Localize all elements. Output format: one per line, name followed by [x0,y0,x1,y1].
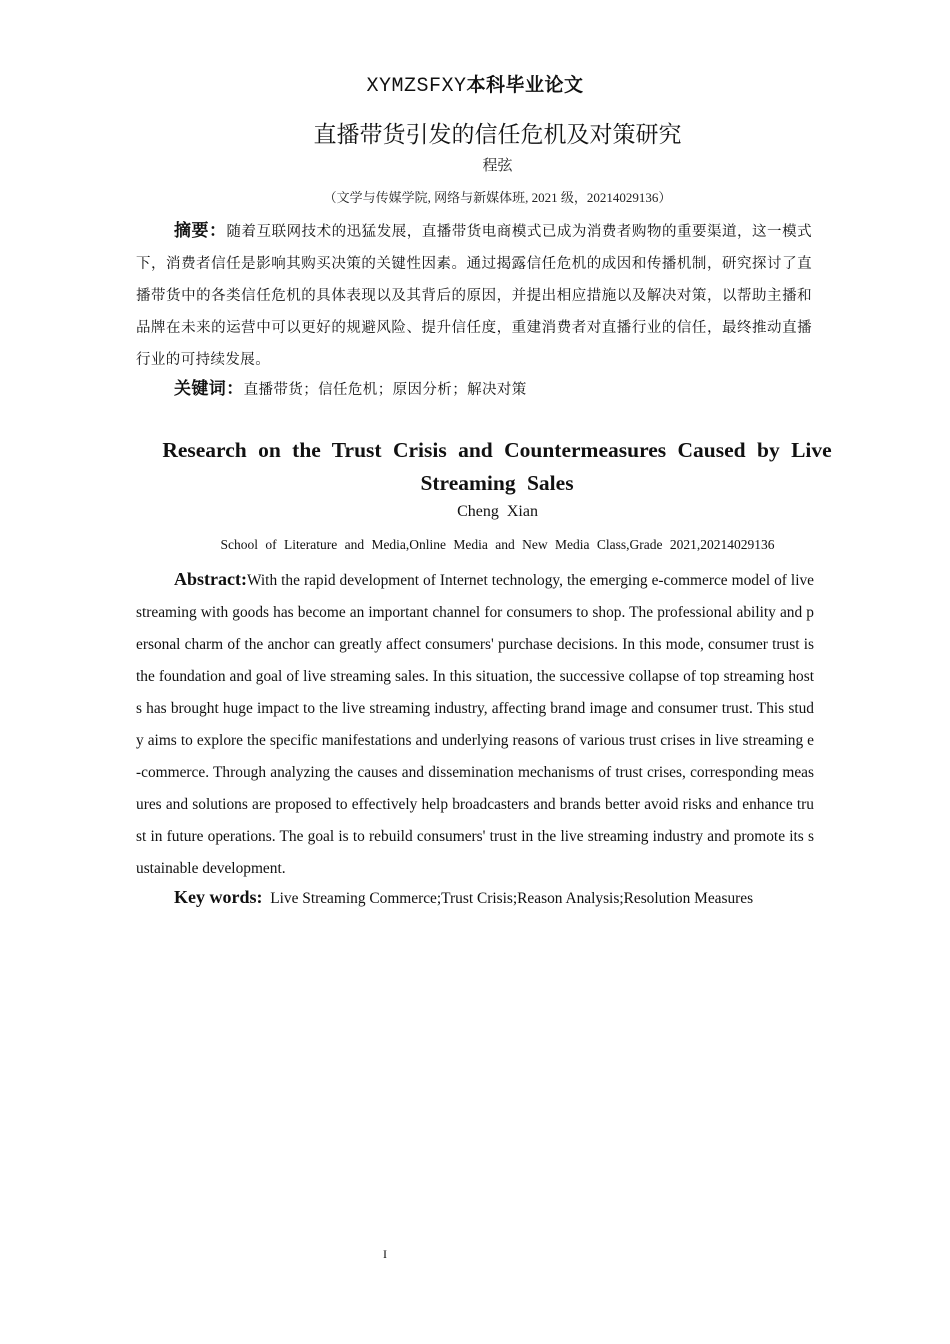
english-keywords [136,882,814,914]
chinese-title: 直播带货引发的信任危机及对策研究 [313,122,682,148]
thesis-header [0,70,950,98]
english-abstract [136,563,814,885]
university-code: XYMZSFXY [366,75,467,98]
chinese-author: 程弦 [482,156,513,174]
page-number: I [383,1247,387,1261]
chinese-abstract [136,215,812,376]
chinese-keywords [136,373,812,406]
english-keywords-text: Live Streaming Commerce;Trust Crisis;Reason Analysis;Resolution Measures [270,890,754,907]
english-title: Research on the Trust Crisis and Countermeasures Caused by Live Streaming Sales [162,438,832,495]
document-type: 本科毕业论文 [466,74,584,96]
english-author: Cheng Xian [457,503,538,520]
chinese-keywords-text: 直播带货；信任危机；原因分析；解决对策 [243,382,527,398]
english-abstract-label: Abstract: [174,569,247,589]
chinese-abstract-text: 随着互联网技术的迅猛发展，直播带货电商模式已成为消费者购物的重要渠道，这一模式下，消费者信任是影响其购买决策的关键性因素。通过揭露信任危机的成因和传播机制，研究探讨了直播带货中的各类信任危机的具体表现以及其背后的原因，并提出相应措施以及解决对策，以帮助主播和品牌在未来的运营中可以更好的规避风险、提升信任度，重建消费者对直播行业的信任，最终推动直播行业的可持续发展。 [136,224,812,368]
chinese-keywords-label: 关键词： [174,379,244,399]
english-keywords-label: Key words: [174,887,263,907]
english-abstract-text: With the rapid development of Internet technology, the emerging e-commerce model of live streaming with goods has become an important channel for consumers to shop. The professional ability and personal charm of the anchor can greatly affect consumers' purchase decisions. In this mode, consumer trust is the foundation and goal of live streaming sales. In this situation, the successive collapse of top streaming hosts has brought huge impact to the live streaming industry, affecting brand image and consumer trust. This study aims to explore the specific manifestations and underlying reasons of various trust crises in live streaming e-commerce. Through analyzing the causes and dissemination mechanisms of trust crises, corresponding measures and solutions are proposed to effectively help broadcasters and brands better avoid risks and enhance trust in future operations. The goal is to rebuild consumers' trust in the live streaming industry and promote its sustainable development. [136,572,814,877]
english-affiliation: School of Literature and Media,Online Media and New Media Class,Grade 2021,20214029136 [220,537,775,552]
chinese-affiliation: （文学与传媒学院, 网络与新媒体班, 2021 级，20214029136） [323,190,672,205]
chinese-abstract-label: 摘要： [174,221,227,241]
